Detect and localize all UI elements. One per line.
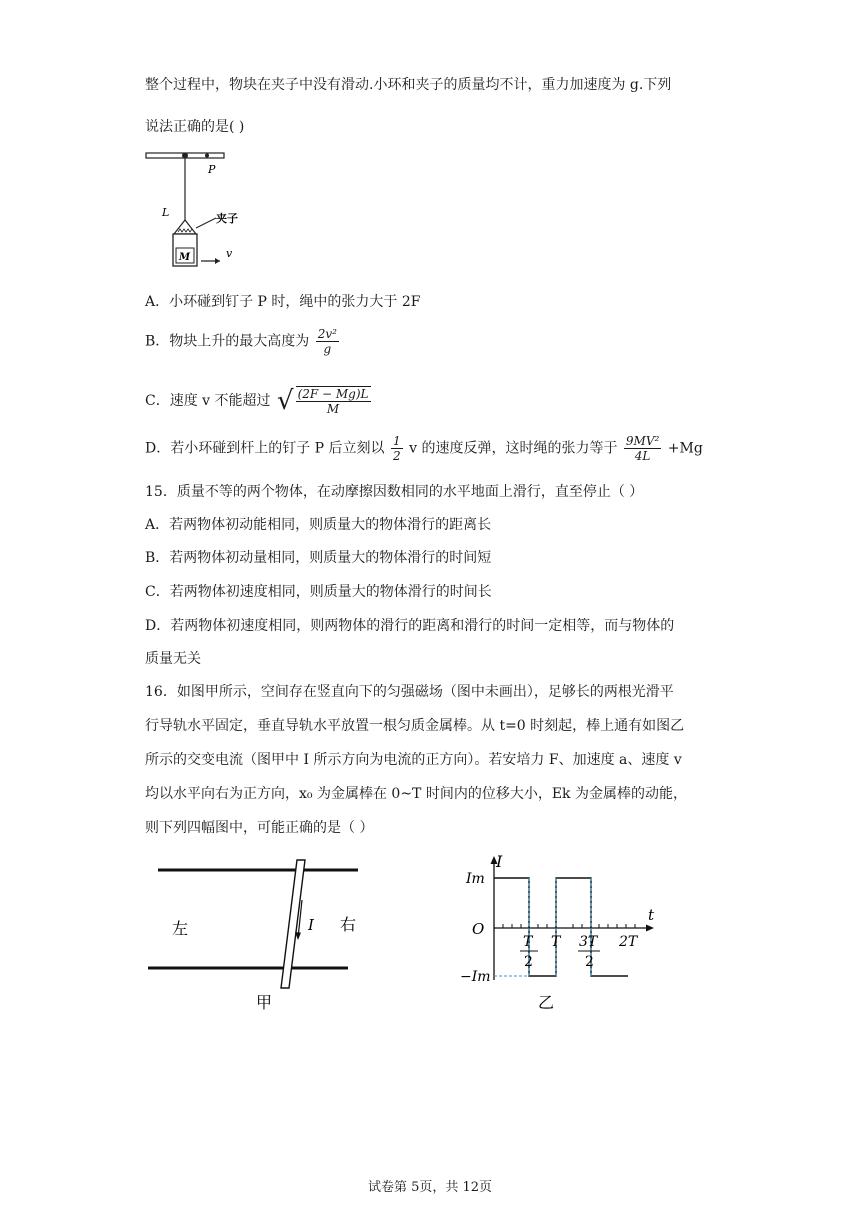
- label-clip: 夹子: [216, 212, 238, 225]
- clip-pointer: [196, 218, 216, 228]
- q14-option-d-mid: v 的速度反弹，这时绳的张力等于: [409, 440, 618, 457]
- q14-option-b: [145, 327, 341, 356]
- q15-option-c: C．若两物体初速度相同，则质量大的物体滑行的时间长: [145, 584, 492, 600]
- velocity-arrowhead: [215, 258, 220, 264]
- dashed-guides: [494, 878, 591, 976]
- q15-option-d-line2: 质量无关: [145, 651, 201, 667]
- figure-caption-jia: 甲: [256, 993, 273, 1012]
- q14-option-d: [145, 434, 703, 463]
- page-footer: 试卷第 5页，共 12页: [367, 1180, 493, 1195]
- q14-intro-line1: 整个过程中，物块在夹子中没有滑动.小环和夹子的质量均不计，重力加速度为 g.下列: [145, 77, 672, 93]
- label-v: v: [226, 247, 233, 260]
- fraction-denominator: M: [326, 402, 340, 416]
- q16-figure-jia: [140, 850, 380, 1020]
- label-m: M: [179, 252, 191, 263]
- fraction-denominator: 4L: [634, 449, 651, 463]
- fraction-numerator: (2F − Mg)L: [297, 387, 369, 401]
- tick-label-2t: 2T: [619, 934, 638, 950]
- q15-option-d-line1: D．若两物体初速度相同，则两物体的滑行的距离和滑行的时间一定相等，而与物体的: [145, 618, 675, 634]
- q14-figure: [140, 148, 240, 273]
- label-right: 右: [340, 915, 357, 934]
- label-origin: O: [472, 920, 485, 938]
- tick-label-t: T: [551, 934, 561, 950]
- fraction-numerator: 9MV²: [625, 434, 660, 448]
- q15-option-a: A．若两物体初动能相同，则质量大的物体滑行的距离长: [145, 517, 492, 533]
- tick-label-t2-num: T: [523, 934, 533, 950]
- fraction-numerator: 2v²: [317, 327, 337, 341]
- sqrt-sign: √: [276, 386, 294, 416]
- nail-p: [205, 154, 209, 158]
- fraction-denominator: g: [323, 342, 332, 356]
- spring: [178, 229, 192, 232]
- label-p: P: [208, 163, 216, 176]
- label-left: 左: [172, 919, 189, 938]
- q14-option-b-fraction: [316, 327, 339, 356]
- label-t-axis: t: [648, 906, 655, 924]
- label-i-axis: I: [496, 852, 503, 871]
- clip: [174, 220, 196, 234]
- q14-option-c-sqrt: [277, 386, 373, 416]
- q16-line2: 行导轨水平固定，垂直导轨水平放置一根匀质金属棒。从 t=0 时刻起，棒上通有如图乙: [145, 718, 685, 734]
- q14-option-c: [145, 386, 373, 416]
- q16-line1: 16．如图甲所示，空间存在竖直向下的匀强磁场（图中未画出），足够长的两根光滑平: [145, 684, 674, 700]
- label-l: L: [162, 206, 170, 219]
- tick-label-3t2-num: 3T: [579, 934, 598, 950]
- q14-option-d-text: D．若小环碰到杆上的钉子 P 后立刻以: [145, 440, 385, 457]
- q16-line5: 则下列四幅图中，可能正确的是（ ）: [145, 820, 374, 836]
- q14-option-a: A．小环碰到钉子 P 时，绳中的张力大于 2F: [145, 294, 421, 310]
- label-im: Im: [466, 871, 485, 887]
- tick-label-t2-den: 2: [524, 954, 533, 970]
- q16-line4: 均以水平向右为正方向，x₀ 为金属棒在 0~T 时间内的位移大小，Ek 为金属棒的动能，: [145, 786, 687, 802]
- q15-option-b: B．若两物体初动量相同，则质量大的物体滑行的时间短: [145, 550, 492, 566]
- q16-line3: 所示的交变电流（图甲中 I 所示方向为电流的正方向）。若安培力 F、加速度 a、速度 v: [145, 752, 682, 768]
- label-current-i: I: [308, 916, 314, 934]
- sqrt-fraction: [296, 386, 371, 416]
- q14-intro-line2: 说法正确的是( ): [145, 119, 245, 135]
- q14-option-b-text: B．物块上升的最大高度为: [145, 333, 310, 350]
- q15-stem: 15．质量不等的两个物体，在动摩擦因数相同的水平地面上滑行，直至停止（ ）: [145, 484, 644, 500]
- t-axis-arrowhead: [646, 925, 654, 932]
- ring: [182, 153, 188, 159]
- figure-caption-yi: 乙: [538, 993, 555, 1012]
- label-neg-im: −Im: [460, 969, 491, 985]
- q14-option-d-half: [391, 434, 403, 463]
- tick-label-3t2-den: 2: [585, 954, 594, 970]
- q16-figure-yi: [460, 850, 680, 1020]
- q14-option-d-fraction: [624, 434, 661, 463]
- q14-option-d-suffix: +Mg: [667, 440, 703, 457]
- q14-option-c-text: C．速度 v 不能超过: [145, 393, 271, 409]
- fraction-denominator: 2: [393, 449, 401, 463]
- fraction-numerator: 1: [393, 434, 401, 448]
